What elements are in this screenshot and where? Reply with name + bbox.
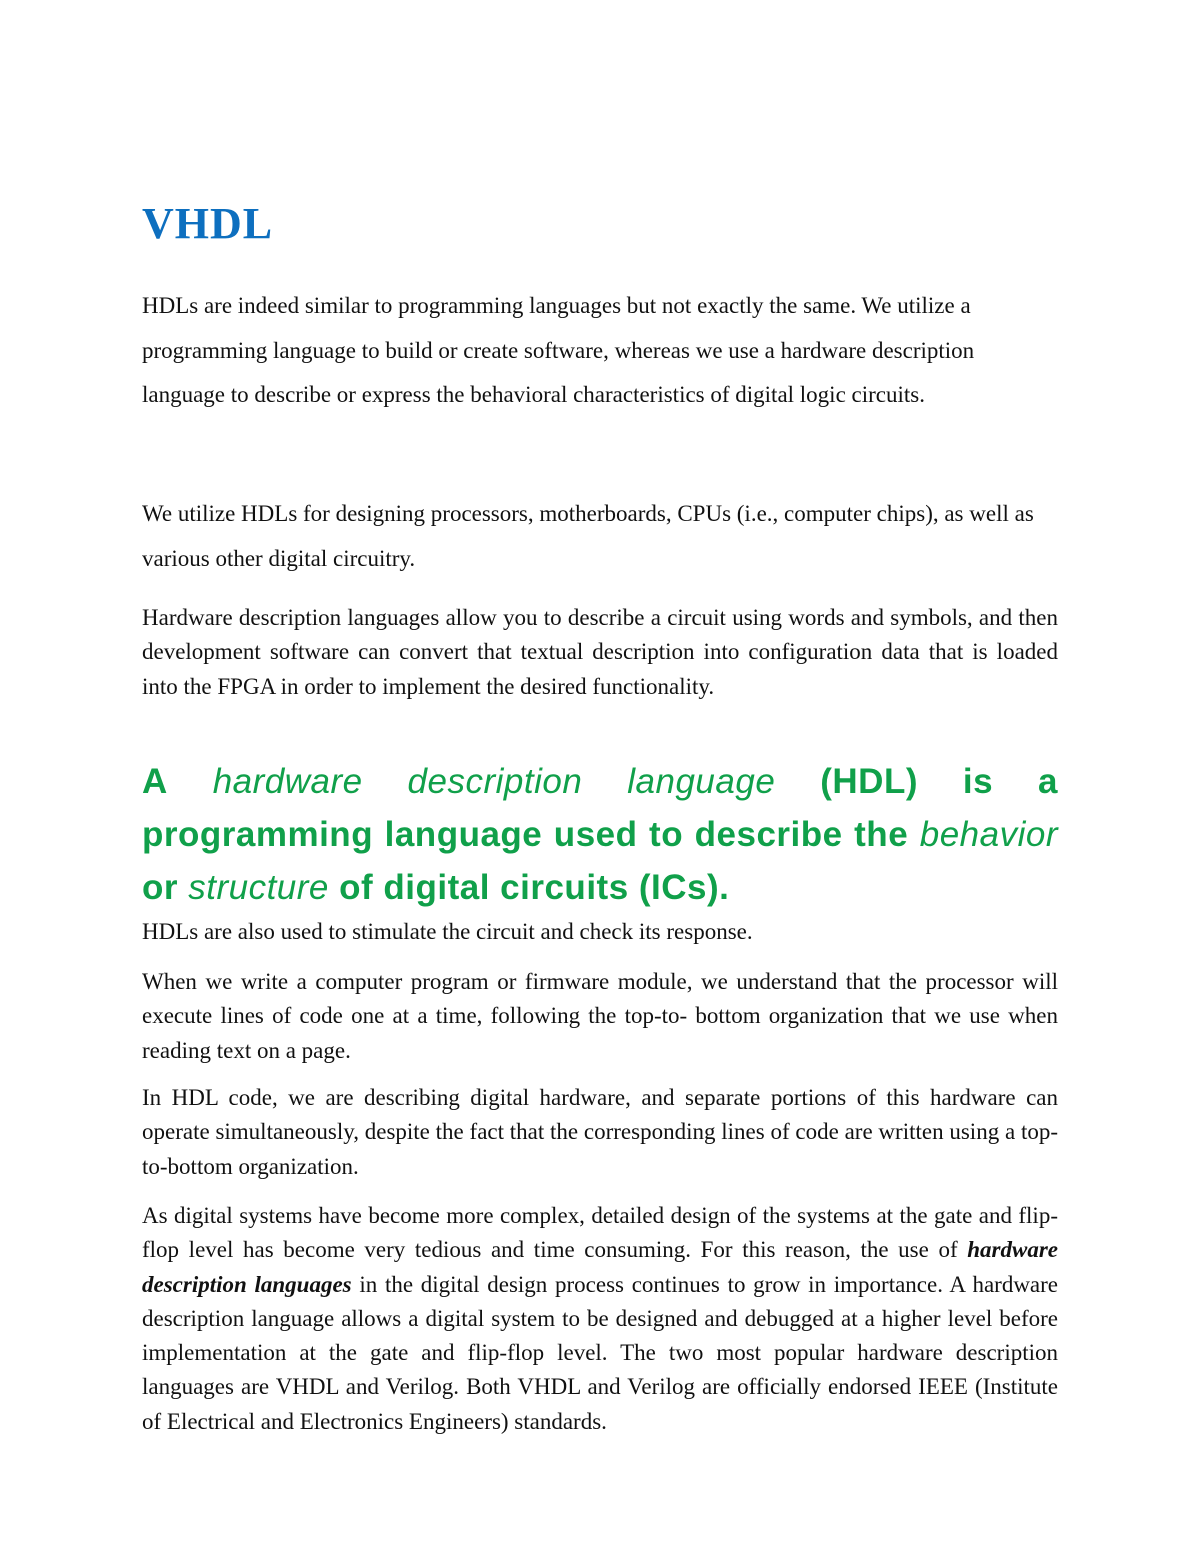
paragraph-hdl-description: Hardware description languages allow you to describe a circuit using words and symbols, and then development software can convert that textual description into configuration data that is loaded into the FPGA in order to implement the desired functionality. <box>142 605 1058 699</box>
paragraph-sequential-execution: When we write a computer program or firmware module, we understand that the processor will execute lines of code one at a time, following the top-to- bottom organization that we use when reading text on a page. <box>142 969 1058 1063</box>
definition-part-5: or <box>142 868 178 907</box>
hdl-definition-heading <box>142 755 1058 914</box>
definition-part-4: behavior <box>919 815 1058 854</box>
importance-emphasis: hardware description languages <box>142 1237 1058 1297</box>
paragraph-hdl-vs-programming: HDLs are indeed similar to programming languages but not exactly the same. We utilize a programming language to build or create software, whereas we use a hardware description language to describe or express the behavioral characteristics of digital logic circuits. <box>142 293 975 407</box>
paragraph-hdl-simulation: HDLs are also used to stimulate the circuit and check its response. <box>142 919 753 944</box>
definition-part-6: structure <box>188 868 329 907</box>
page-title: VHDL <box>142 199 274 248</box>
definition-part-1: A <box>142 762 168 801</box>
definition-part-2: hardware description language <box>212 762 776 801</box>
paragraph-hdl-uses: We utilize HDLs for designing processors, motherboards, CPUs (i.e., computer chips), as well as various other digital circuitry. <box>142 501 1034 571</box>
paragraph-parallel-hardware: In HDL code, we are describing digital hardware, and separate portions of this hardware can operate simultaneously, despite the fact that the corresponding lines of code are written using a top-to-bottom organization. <box>142 1085 1058 1179</box>
importance-text-after: in the digital design process continues to grow in importance. A hardware description language allows a digital system to be designed and debugged at a higher level before implementation at the gate and flip-flop level. The two most popular hardware description languages are VHDL and Verilog. Both VHDL and Verilog are officially endorsed IEEE (Institute of Electrical and Electronics Engineers) standards. <box>142 1271 1059 1434</box>
definition-part-3: (HDL) is a programming language used to describe the <box>142 762 1058 854</box>
definition-part-7: of digital circuits (ICs). <box>339 868 730 907</box>
importance-text-before: As digital systems have become more complex, detailed design of the systems at the gate and flip-flop level has become very tedious and time consuming. For this reason, the use of <box>142 1203 1058 1263</box>
paragraph-hdl-importance <box>142 1199 1058 1439</box>
